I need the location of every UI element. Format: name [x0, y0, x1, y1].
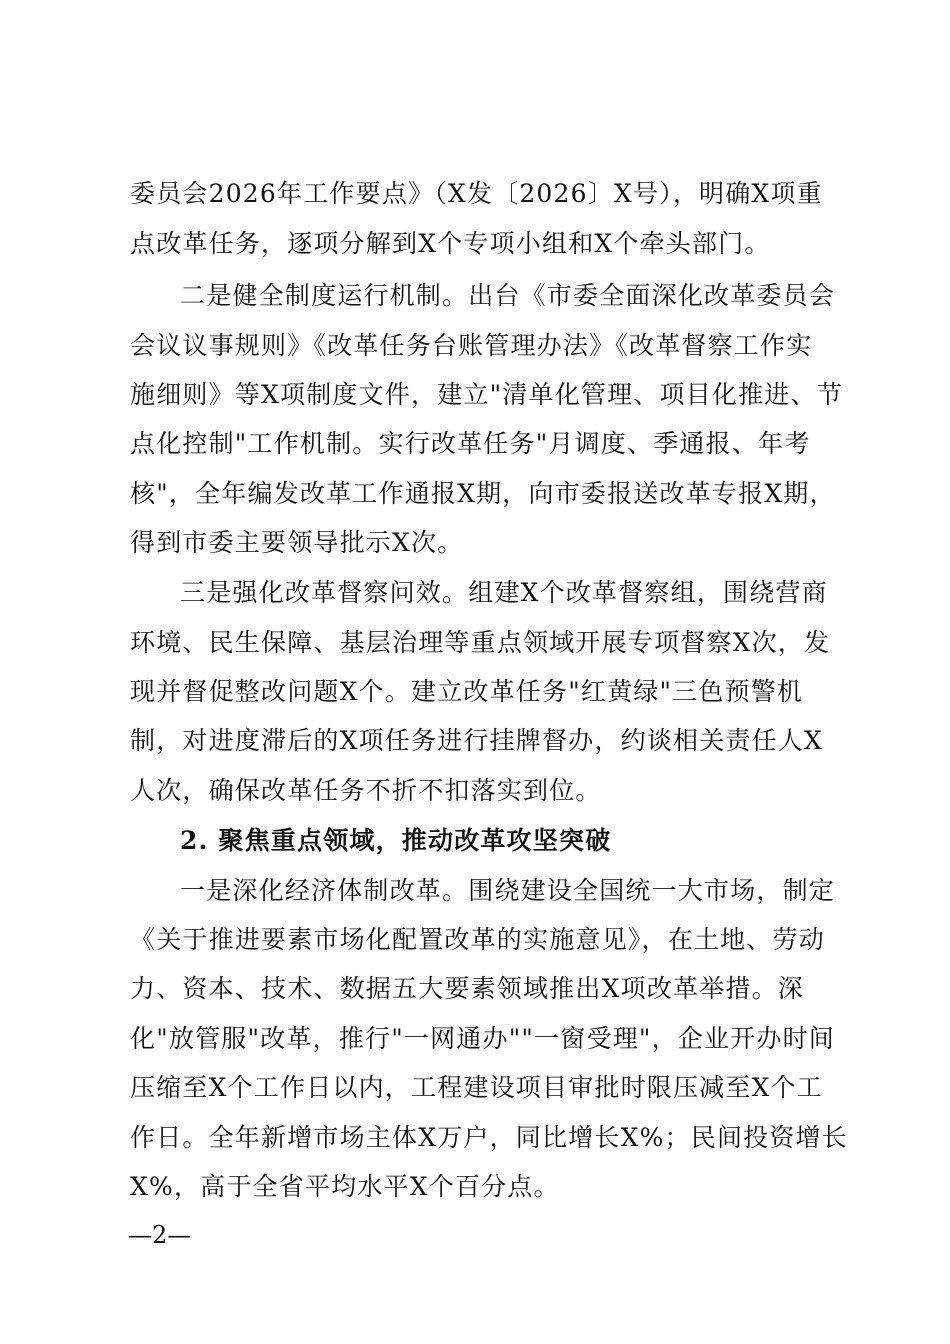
body-text-line: 点改革任务，逐项分解到X个专项小组和X个牵头部门。 — [130, 229, 771, 258]
body-text-line: 压缩至X个工作日以内，工程建设项目审批时限压减至X个工 — [130, 1073, 823, 1102]
body-text-line: 施细则》等X项制度文件，建立"清单化管理、项目化推进、节 — [130, 380, 843, 409]
body-text-line: 委员会2026年工作要点》（X发〔2026〕X号），明确X项重 — [130, 179, 823, 208]
body-text-line: 力、资本、技术、数据五大要素领域推出X项改革举措。深 — [130, 974, 805, 1003]
section-heading: 2. 聚焦重点领域，推动改革攻坚突破 — [180, 826, 612, 855]
body-text-line: X%，高于全省平均水平X个百分点。 — [130, 1172, 560, 1201]
page-number: —2— — [128, 1221, 192, 1249]
body-text-line: 会议议事规则》《改革任务台账管理办法》《改革督察工作实 — [130, 331, 813, 360]
body-text-line: 化"放管服"改革，推行"一网通办""一窗受理"，企业开办时间 — [130, 1024, 835, 1053]
body-text-line: 制，对进度滞后的X项任务进行挂牌督办，约谈相关责任人X — [130, 726, 823, 755]
paragraph-start-line: 一是深化经济体制改革。围绕建设全国统一大市场，制定 — [180, 876, 836, 905]
body-text-line: 环境、民生保障、基层治理等重点领域开展专项督察X次，发 — [130, 628, 831, 657]
paragraph-start-line: 三是强化改革督察问效。组建X个改革督察组，围绕营商 — [180, 578, 828, 607]
body-text-line: 得到市委主要领导批示X次。 — [130, 528, 464, 557]
body-text-line: 《关于推进要素市场化配置改革的实施意见》，在土地、劳动 — [130, 925, 825, 954]
body-text-line: 点化控制"工作机制。实行改革任务"月调度、季通报、年考 — [130, 429, 811, 458]
body-text-line: 核"，全年编发改革工作通报X期，向市委报送改革专报X期， — [130, 479, 836, 508]
body-text-line: 现并督促整改问题X个。建立改革任务"红黄绿"三色预警机 — [130, 677, 804, 706]
body-text-line: 人次，确保改革任务不折不扣落实到位。 — [130, 776, 602, 805]
paragraph-start-line: 二是健全制度运行机制。出台《市委全面深化改革委员会 — [180, 281, 836, 310]
body-text-line: 作日。全年新增市场主体X万户，同比增长X%；民间投资增长 — [130, 1123, 848, 1152]
